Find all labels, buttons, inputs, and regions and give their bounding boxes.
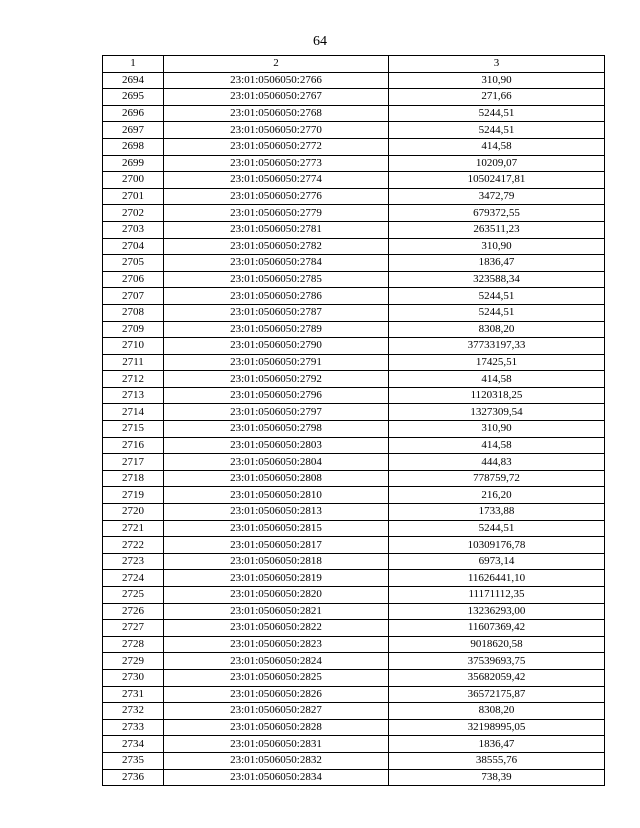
cadastral-number-cell: 23:01:0506050:2796 bbox=[164, 387, 389, 404]
cadastral-number-cell: 23:01:0506050:2770 bbox=[164, 122, 389, 139]
cadastral-number-cell: 23:01:0506050:2792 bbox=[164, 371, 389, 388]
cadastral-number-cell: 23:01:0506050:2826 bbox=[164, 686, 389, 703]
table-row bbox=[103, 752, 605, 769]
cadastral-number-cell: 23:01:0506050:2767 bbox=[164, 89, 389, 106]
row-number-cell: 2707 bbox=[103, 288, 164, 305]
table-row bbox=[103, 504, 605, 521]
data-table bbox=[102, 55, 605, 786]
row-number-cell: 2724 bbox=[103, 570, 164, 587]
value-cell: 36572175,87 bbox=[389, 686, 605, 703]
cadastral-number-cell: 23:01:0506050:2803 bbox=[164, 437, 389, 454]
cadastral-number-cell: 23:01:0506050:2834 bbox=[164, 769, 389, 786]
value-cell: 778759,72 bbox=[389, 470, 605, 487]
cadastral-number-cell: 23:01:0506050:2798 bbox=[164, 421, 389, 438]
value-cell: 10209,07 bbox=[389, 155, 605, 172]
cadastral-number-cell: 23:01:0506050:2828 bbox=[164, 719, 389, 736]
row-number-cell: 2727 bbox=[103, 620, 164, 637]
cadastral-number-cell: 23:01:0506050:2815 bbox=[164, 520, 389, 537]
table-row bbox=[103, 404, 605, 421]
value-cell: 1327309,54 bbox=[389, 404, 605, 421]
value-cell: 5244,51 bbox=[389, 122, 605, 139]
value-cell: 679372,55 bbox=[389, 205, 605, 222]
table-row bbox=[103, 553, 605, 570]
cadastral-number-cell: 23:01:0506050:2827 bbox=[164, 703, 389, 720]
value-cell: 10309176,78 bbox=[389, 537, 605, 554]
row-number-cell: 2695 bbox=[103, 89, 164, 106]
value-cell: 5244,51 bbox=[389, 304, 605, 321]
row-number-cell: 2701 bbox=[103, 188, 164, 205]
header-cell-3: 3 bbox=[389, 56, 605, 73]
page-number: 64 bbox=[313, 34, 327, 49]
table-row bbox=[103, 288, 605, 305]
row-number-cell: 2718 bbox=[103, 470, 164, 487]
table-row bbox=[103, 122, 605, 139]
table-row bbox=[103, 537, 605, 554]
row-number-cell: 2712 bbox=[103, 371, 164, 388]
cadastral-number-cell: 23:01:0506050:2817 bbox=[164, 537, 389, 554]
row-number-cell: 2726 bbox=[103, 603, 164, 620]
table-row bbox=[103, 620, 605, 637]
row-number-cell: 2710 bbox=[103, 338, 164, 355]
row-number-cell: 2730 bbox=[103, 669, 164, 686]
value-cell: 37733197,33 bbox=[389, 338, 605, 355]
value-cell: 1836,47 bbox=[389, 255, 605, 272]
cadastral-number-cell: 23:01:0506050:2808 bbox=[164, 470, 389, 487]
table-row bbox=[103, 603, 605, 620]
cadastral-number-cell: 23:01:0506050:2819 bbox=[164, 570, 389, 587]
row-number-cell: 2694 bbox=[103, 72, 164, 89]
row-number-cell: 2717 bbox=[103, 454, 164, 471]
table-row bbox=[103, 454, 605, 471]
table-row bbox=[103, 205, 605, 222]
header-cell-2: 2 bbox=[164, 56, 389, 73]
table-row bbox=[103, 89, 605, 106]
table-row bbox=[103, 338, 605, 355]
table-row bbox=[103, 354, 605, 371]
row-number-cell: 2708 bbox=[103, 304, 164, 321]
value-cell: 1120318,25 bbox=[389, 387, 605, 404]
value-cell: 8308,20 bbox=[389, 321, 605, 338]
table-row bbox=[103, 105, 605, 122]
cadastral-number-cell: 23:01:0506050:2773 bbox=[164, 155, 389, 172]
table-row bbox=[103, 736, 605, 753]
cadastral-number-cell: 23:01:0506050:2810 bbox=[164, 487, 389, 504]
table-row bbox=[103, 304, 605, 321]
value-cell: 5244,51 bbox=[389, 520, 605, 537]
cadastral-number-cell: 23:01:0506050:2822 bbox=[164, 620, 389, 637]
value-cell: 11171112,35 bbox=[389, 587, 605, 604]
row-number-cell: 2714 bbox=[103, 404, 164, 421]
cadastral-number-cell: 23:01:0506050:2781 bbox=[164, 221, 389, 238]
value-cell: 37539693,75 bbox=[389, 653, 605, 670]
cadastral-number-cell: 23:01:0506050:2774 bbox=[164, 172, 389, 189]
value-cell: 10502417,81 bbox=[389, 172, 605, 189]
cadastral-number-cell: 23:01:0506050:2797 bbox=[164, 404, 389, 421]
cadastral-number-cell: 23:01:0506050:2791 bbox=[164, 354, 389, 371]
row-number-cell: 2736 bbox=[103, 769, 164, 786]
value-cell: 9018620,58 bbox=[389, 636, 605, 653]
cadastral-number-cell: 23:01:0506050:2813 bbox=[164, 504, 389, 521]
row-number-cell: 2702 bbox=[103, 205, 164, 222]
row-number-cell: 2700 bbox=[103, 172, 164, 189]
table-row bbox=[103, 719, 605, 736]
cadastral-number-cell: 23:01:0506050:2821 bbox=[164, 603, 389, 620]
cadastral-number-cell: 23:01:0506050:2785 bbox=[164, 271, 389, 288]
row-number-cell: 2698 bbox=[103, 138, 164, 155]
value-cell: 414,58 bbox=[389, 138, 605, 155]
row-number-cell: 2723 bbox=[103, 553, 164, 570]
cadastral-number-cell: 23:01:0506050:2790 bbox=[164, 338, 389, 355]
value-cell: 38555,76 bbox=[389, 752, 605, 769]
value-cell: 738,39 bbox=[389, 769, 605, 786]
table-row bbox=[103, 487, 605, 504]
cadastral-number-cell: 23:01:0506050:2832 bbox=[164, 752, 389, 769]
table-row bbox=[103, 636, 605, 653]
row-number-cell: 2729 bbox=[103, 653, 164, 670]
value-cell: 323588,34 bbox=[389, 271, 605, 288]
table-row bbox=[103, 703, 605, 720]
row-number-cell: 2696 bbox=[103, 105, 164, 122]
row-number-cell: 2703 bbox=[103, 221, 164, 238]
row-number-cell: 2715 bbox=[103, 421, 164, 438]
row-number-cell: 2705 bbox=[103, 255, 164, 272]
row-number-cell: 2704 bbox=[103, 238, 164, 255]
table-row bbox=[103, 321, 605, 338]
table-row bbox=[103, 138, 605, 155]
cadastral-number-cell: 23:01:0506050:2804 bbox=[164, 454, 389, 471]
value-cell: 310,90 bbox=[389, 238, 605, 255]
value-cell: 263511,23 bbox=[389, 221, 605, 238]
value-cell: 414,58 bbox=[389, 371, 605, 388]
value-cell: 32198995,05 bbox=[389, 719, 605, 736]
table-row bbox=[103, 72, 605, 89]
cadastral-number-cell: 23:01:0506050:2818 bbox=[164, 553, 389, 570]
cadastral-number-cell: 23:01:0506050:2831 bbox=[164, 736, 389, 753]
cadastral-number-cell: 23:01:0506050:2789 bbox=[164, 321, 389, 338]
row-number-cell: 2697 bbox=[103, 122, 164, 139]
value-cell: 414,58 bbox=[389, 437, 605, 454]
row-number-cell: 2734 bbox=[103, 736, 164, 753]
cadastral-number-cell: 23:01:0506050:2782 bbox=[164, 238, 389, 255]
table-row bbox=[103, 437, 605, 454]
value-cell: 13236293,00 bbox=[389, 603, 605, 620]
table-row bbox=[103, 686, 605, 703]
row-number-cell: 2728 bbox=[103, 636, 164, 653]
cadastral-number-cell: 23:01:0506050:2786 bbox=[164, 288, 389, 305]
cadastral-number-cell: 23:01:0506050:2772 bbox=[164, 138, 389, 155]
table-row bbox=[103, 255, 605, 272]
table-row bbox=[103, 387, 605, 404]
row-number-cell: 2733 bbox=[103, 719, 164, 736]
cadastral-number-cell: 23:01:0506050:2776 bbox=[164, 188, 389, 205]
cadastral-number-cell: 23:01:0506050:2766 bbox=[164, 72, 389, 89]
table-row bbox=[103, 421, 605, 438]
cadastral-number-cell: 23:01:0506050:2784 bbox=[164, 255, 389, 272]
cadastral-number-cell: 23:01:0506050:2820 bbox=[164, 587, 389, 604]
row-number-cell: 2721 bbox=[103, 520, 164, 537]
row-number-cell: 2699 bbox=[103, 155, 164, 172]
value-cell: 11607369,42 bbox=[389, 620, 605, 637]
table-row bbox=[103, 570, 605, 587]
table-row bbox=[103, 769, 605, 786]
table-row bbox=[103, 155, 605, 172]
table-body bbox=[103, 56, 605, 786]
cadastral-number-cell: 23:01:0506050:2824 bbox=[164, 653, 389, 670]
table-row bbox=[103, 221, 605, 238]
cadastral-number-cell: 23:01:0506050:2768 bbox=[164, 105, 389, 122]
row-number-cell: 2725 bbox=[103, 587, 164, 604]
value-cell: 11626441,10 bbox=[389, 570, 605, 587]
cadastral-number-cell: 23:01:0506050:2779 bbox=[164, 205, 389, 222]
value-cell: 1733,88 bbox=[389, 504, 605, 521]
table-row bbox=[103, 371, 605, 388]
value-cell: 271,66 bbox=[389, 89, 605, 106]
table-row bbox=[103, 238, 605, 255]
table-row bbox=[103, 172, 605, 189]
row-number-cell: 2722 bbox=[103, 537, 164, 554]
value-cell: 310,90 bbox=[389, 72, 605, 89]
table-row bbox=[103, 520, 605, 537]
table-row bbox=[103, 188, 605, 205]
row-number-cell: 2706 bbox=[103, 271, 164, 288]
value-cell: 8308,20 bbox=[389, 703, 605, 720]
cadastral-number-cell: 23:01:0506050:2787 bbox=[164, 304, 389, 321]
value-cell: 444,83 bbox=[389, 454, 605, 471]
row-number-cell: 2709 bbox=[103, 321, 164, 338]
row-number-cell: 2716 bbox=[103, 437, 164, 454]
row-number-cell: 2713 bbox=[103, 387, 164, 404]
value-cell: 216,20 bbox=[389, 487, 605, 504]
header-cell-1: 1 bbox=[103, 56, 164, 73]
value-cell: 17425,51 bbox=[389, 354, 605, 371]
table-row bbox=[103, 271, 605, 288]
row-number-cell: 2711 bbox=[103, 354, 164, 371]
value-cell: 1836,47 bbox=[389, 736, 605, 753]
value-cell: 5244,51 bbox=[389, 105, 605, 122]
value-cell: 35682059,42 bbox=[389, 669, 605, 686]
cadastral-number-cell: 23:01:0506050:2823 bbox=[164, 636, 389, 653]
row-number-cell: 2719 bbox=[103, 487, 164, 504]
row-number-cell: 2735 bbox=[103, 752, 164, 769]
table-header-row bbox=[103, 56, 605, 73]
value-cell: 6973,14 bbox=[389, 553, 605, 570]
row-number-cell: 2732 bbox=[103, 703, 164, 720]
table-row bbox=[103, 653, 605, 670]
cadastral-number-cell: 23:01:0506050:2825 bbox=[164, 669, 389, 686]
table-row bbox=[103, 587, 605, 604]
table-row bbox=[103, 470, 605, 487]
row-number-cell: 2731 bbox=[103, 686, 164, 703]
value-cell: 3472,79 bbox=[389, 188, 605, 205]
value-cell: 310,90 bbox=[389, 421, 605, 438]
row-number-cell: 2720 bbox=[103, 504, 164, 521]
table-row bbox=[103, 669, 605, 686]
value-cell: 5244,51 bbox=[389, 288, 605, 305]
